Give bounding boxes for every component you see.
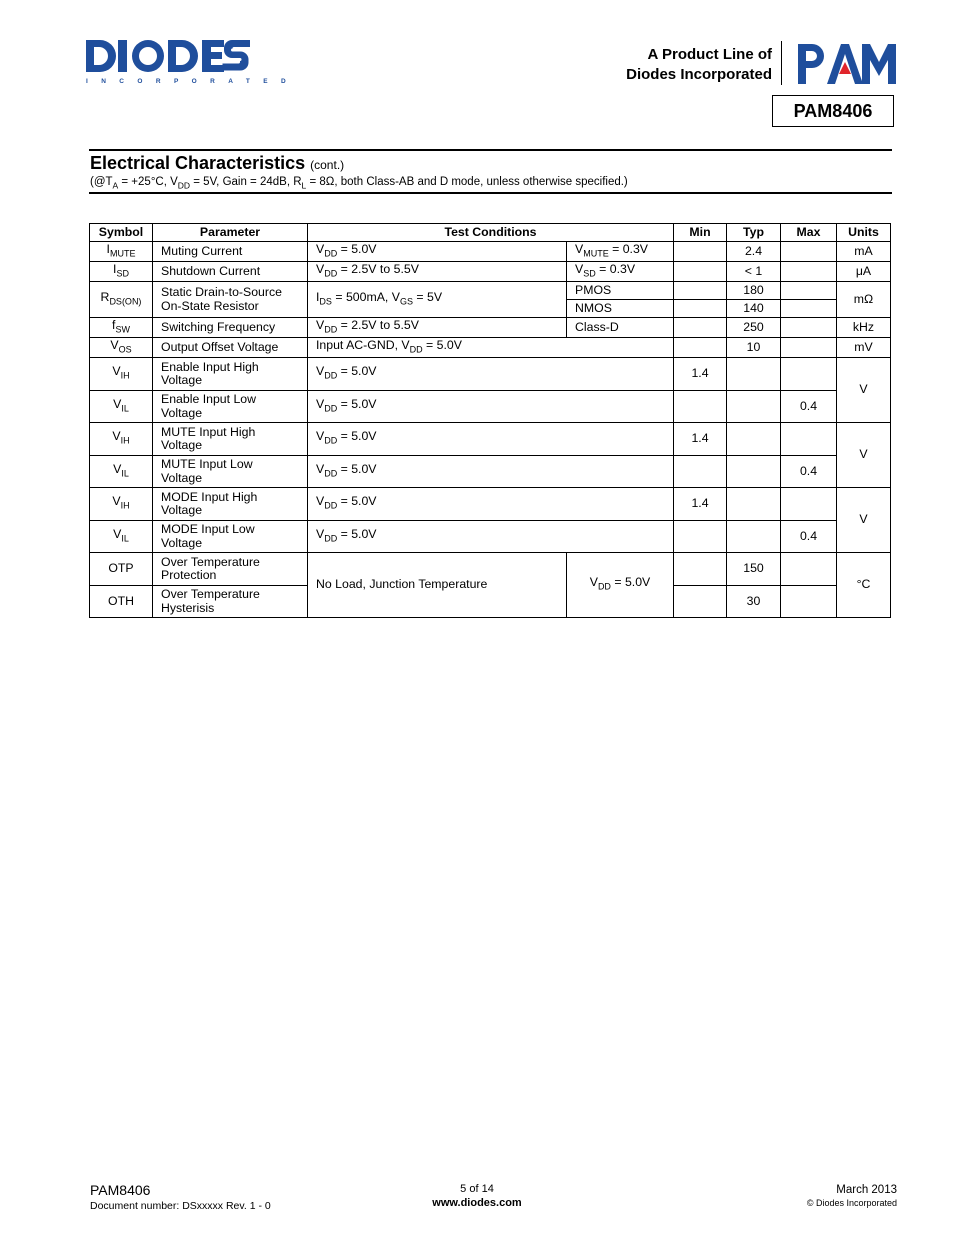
cell-max xyxy=(781,423,837,456)
cell-units: μA xyxy=(837,262,891,282)
electrical-characteristics-table xyxy=(89,223,891,618)
footer-document-number: Document number: DSxxxxx Rev. 1 - 0 xyxy=(90,1200,271,1212)
table-row xyxy=(90,282,891,300)
table-row xyxy=(90,358,891,391)
cell-condition: $V_{DD} = 5.0V$ xyxy=(308,242,567,262)
cell-min xyxy=(674,282,727,300)
cell-condition: No Load, Junction Temperature xyxy=(308,553,567,618)
cell-symbol: $V_{IH}$ xyxy=(90,423,153,456)
cell-typ: 140 xyxy=(727,300,781,318)
cell-typ: 250 xyxy=(727,318,781,338)
cell-typ: 150 xyxy=(727,553,781,586)
parameter-line: Enable Input Low xyxy=(161,392,257,406)
cell-parameter xyxy=(153,553,308,586)
footer-page-number: 5 of 14 xyxy=(460,1183,494,1195)
cell-min: 1.4 xyxy=(674,488,727,521)
cell-condition: $V_{DD} = 2.5V$ to 5.5V xyxy=(308,262,567,282)
table-row xyxy=(90,488,891,521)
parameter-line: MODE Input High xyxy=(161,489,258,504)
cell-typ xyxy=(727,391,781,423)
cell-condition-2: NMOS xyxy=(567,300,674,318)
cell-parameter xyxy=(153,521,308,553)
cell-condition: $V_{DD} = 5.0V$ xyxy=(308,391,674,423)
cell-symbol: $I_{SD}$ xyxy=(90,262,153,282)
cell-symbol: $V_{OS}$ xyxy=(90,338,153,358)
footer-website-link[interactable]: www.diodes.com xyxy=(432,1197,522,1209)
cell-typ: 30 xyxy=(727,586,781,618)
cell-parameter xyxy=(153,391,308,423)
cell-min xyxy=(674,553,727,586)
cell-max xyxy=(781,262,837,282)
cell-parameter xyxy=(153,282,308,318)
header-symbol: Symbol xyxy=(90,224,153,242)
cell-max xyxy=(781,488,837,521)
cell-min xyxy=(674,391,727,423)
cell-typ xyxy=(727,358,781,391)
section-title-suffix: (cont.) xyxy=(310,158,345,172)
cell-condition: $V_{DD} = 5.0V$ xyxy=(308,488,674,521)
cell-condition-2: $V_{SD} = 0.3V$ xyxy=(567,262,674,282)
table-row xyxy=(90,391,891,423)
cell-max xyxy=(781,318,837,338)
diodes-logo xyxy=(84,38,300,86)
cell-symbol: $V_{IH}$ xyxy=(90,488,153,521)
title-rule-bottom xyxy=(89,192,892,194)
cell-max: 0.4 xyxy=(781,521,837,553)
header-parameter: Parameter xyxy=(153,224,308,242)
cell-max: 0.4 xyxy=(781,391,837,423)
table-header-row xyxy=(90,224,891,242)
parameter-line: Hysterisis xyxy=(161,600,215,615)
cell-condition: $V_{DD} = 5.0V$ xyxy=(308,521,674,553)
parameter-line: Voltage xyxy=(161,535,203,550)
parameter-line: Voltage xyxy=(161,438,203,452)
header-min: Min xyxy=(674,224,727,242)
header-divider xyxy=(781,41,782,85)
cell-typ: < 1 xyxy=(727,262,781,282)
cell-parameter xyxy=(153,456,308,488)
parameter-line: On-State Resistor xyxy=(161,298,259,313)
parameter-line: Protection xyxy=(161,568,217,582)
parameter-line: MODE Input Low xyxy=(161,522,255,536)
cell-symbol: OTH xyxy=(90,586,153,618)
cell-symbol: $V_{IH}$ xyxy=(90,358,153,391)
cell-condition: $V_{DD} = 5.0V$ xyxy=(308,358,674,391)
parameter-line: Voltage xyxy=(161,470,203,485)
svg-text:INCORPORATED: INCORPORATED xyxy=(86,78,300,85)
parameter-line: Enable Input High xyxy=(161,359,259,374)
cell-max xyxy=(781,242,837,262)
cell-condition-2: $V_{DD} = 5.0V$ xyxy=(567,553,674,618)
cell-condition-2: $V_{MUTE} = 0.3V$ xyxy=(567,242,674,262)
product-line-2: Diodes Incorporated xyxy=(626,66,772,83)
cell-parameter xyxy=(153,488,308,521)
cell-units: mV xyxy=(837,338,891,358)
cell-max xyxy=(781,300,837,318)
cell-symbol: $R_{DS(ON)}$ xyxy=(90,282,153,318)
cell-max: 0.4 xyxy=(781,456,837,488)
footer-part-number: PAM8406 xyxy=(90,1182,151,1198)
cell-parameter: Shutdown Current xyxy=(153,262,308,282)
cell-condition-2: Class-D xyxy=(567,318,674,338)
footer-date: March 2013 xyxy=(836,1184,897,1196)
cell-parameter: Switching Frequency xyxy=(153,318,308,338)
cell-condition: $I_{DS} = 500mA$, $V_{GS} = 5V$ xyxy=(308,282,567,318)
cell-units: °C xyxy=(837,553,891,618)
cell-typ: 10 xyxy=(727,338,781,358)
cell-min xyxy=(674,242,727,262)
cell-symbol: $V_{IL}$ xyxy=(90,521,153,553)
cell-units: mA xyxy=(837,242,891,262)
cell-min xyxy=(674,521,727,553)
cell-units: V xyxy=(837,423,891,488)
table-row xyxy=(90,242,891,262)
parameter-line: Over Temperature xyxy=(161,554,260,569)
cell-condition: $V_{DD} = 5.0V$ xyxy=(308,423,674,456)
table-row xyxy=(90,553,891,586)
product-line xyxy=(626,45,772,85)
cell-min xyxy=(674,338,727,358)
cell-parameter: Output Offset Voltage xyxy=(153,338,308,358)
cell-parameter: Muting Current xyxy=(153,242,308,262)
cell-min xyxy=(674,586,727,618)
section-title-text: Electrical Characteristics xyxy=(90,153,306,173)
cell-symbol: $I_{MUTE}$ xyxy=(90,242,153,262)
cell-min xyxy=(674,262,727,282)
parameter-line: Voltage xyxy=(161,503,203,517)
header-typ: Typ xyxy=(727,224,781,242)
cell-max xyxy=(781,282,837,300)
header-test-conditions: Test Conditions xyxy=(308,224,674,242)
table-row xyxy=(90,521,891,553)
cell-symbol: $f_{SW}$ xyxy=(90,318,153,338)
cell-condition: $V_{DD} = 5.0V$ xyxy=(308,456,674,488)
cell-min: 1.4 xyxy=(674,423,727,456)
cell-min: 1.4 xyxy=(674,358,727,391)
cell-units: mΩ xyxy=(837,282,891,318)
table-row xyxy=(90,262,891,282)
cell-units: V xyxy=(837,488,891,553)
cell-max xyxy=(781,358,837,391)
table-row xyxy=(90,456,891,488)
header-units: Units xyxy=(837,224,891,242)
cell-parameter xyxy=(153,358,308,391)
cell-parameter xyxy=(153,586,308,618)
cell-typ xyxy=(727,488,781,521)
title-rule-top xyxy=(89,149,892,151)
cell-parameter xyxy=(153,423,308,456)
table-row xyxy=(90,338,891,358)
cell-min xyxy=(674,300,727,318)
cell-min xyxy=(674,318,727,338)
cell-symbol: OTP xyxy=(90,553,153,586)
cell-typ xyxy=(727,456,781,488)
parameter-line: MUTE Input High xyxy=(161,424,256,439)
cell-typ: 2.4 xyxy=(727,242,781,262)
cell-condition: $V_{DD} = 2.5V$ to 5.5V xyxy=(308,318,567,338)
section-title xyxy=(90,153,344,174)
parameter-line: Voltage xyxy=(161,373,203,387)
cell-symbol: $V_{IL}$ xyxy=(90,391,153,423)
cell-max xyxy=(781,553,837,586)
parameter-line: Voltage xyxy=(161,405,203,420)
cell-max xyxy=(781,338,837,358)
cell-typ xyxy=(727,521,781,553)
cell-typ xyxy=(727,423,781,456)
cell-symbol: $V_{IL}$ xyxy=(90,456,153,488)
parameter-line: MUTE Input Low xyxy=(161,457,253,471)
table-row xyxy=(90,318,891,338)
cell-condition-2: PMOS xyxy=(567,282,674,300)
cell-typ: 180 xyxy=(727,282,781,300)
cell-units: kHz xyxy=(837,318,891,338)
part-number-box: PAM8406 xyxy=(772,95,894,127)
cell-min xyxy=(674,456,727,488)
table-row xyxy=(90,423,891,456)
pam-logo xyxy=(796,42,898,86)
footer-copyright: © Diodes Incorporated xyxy=(806,1198,897,1208)
cell-units: V xyxy=(837,358,891,423)
parameter-line: Static Drain-to-Source xyxy=(161,285,282,299)
parameter-line: Over Temperature xyxy=(161,587,260,601)
cell-max xyxy=(781,586,837,618)
conditions-note: ($@T_A = +25^\circ C$, $V_{DD} = 5V$, Gain = 24dB, $R_L = 8\Omega$, both Class-AB and D mode, unless otherwise specified.) xyxy=(90,176,628,191)
cell-condition: Input AC-GND, $V_{DD} = 5.0V$ xyxy=(308,338,674,358)
header-max: Max xyxy=(781,224,837,242)
product-line-1: A Product Line of xyxy=(647,46,772,63)
